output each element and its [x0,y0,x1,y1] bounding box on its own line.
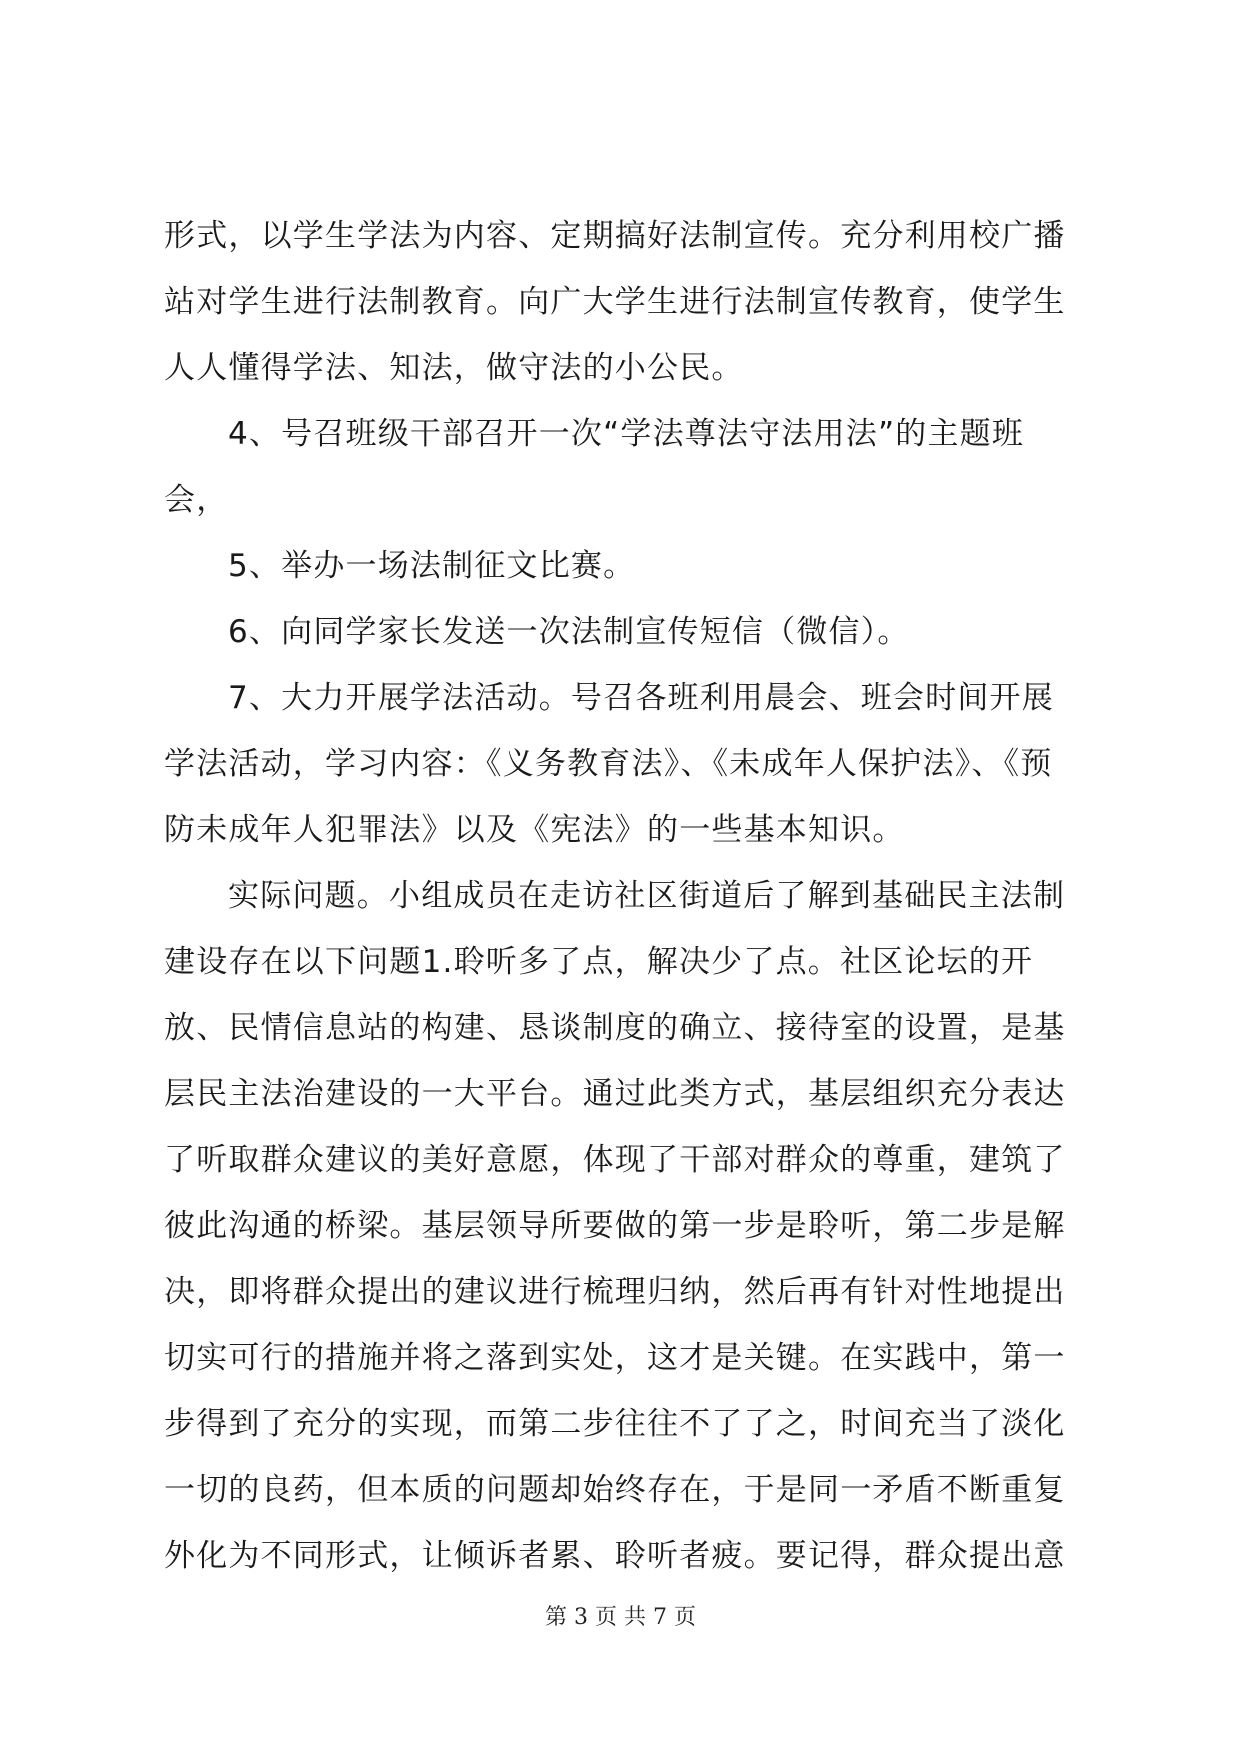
text-line: 会， [164,482,229,518]
body-text [164,203,1080,1589]
text-line: 了听取群众建议的美好意愿，体现了干部对群众的尊重，建筑了 [164,1142,1066,1178]
text-line: 4、号召班级干部召开一次“学法尊法守法用法”的主题班 [228,416,1025,452]
text-line: 外化为不同形式，让倾诉者累、聆听者疲。要记得，群众提出意 [164,1538,1066,1574]
text-line: 7、大力开展学法活动。号召各班利用晨会、班会时间开展 [228,680,1054,716]
text-line: 彼此沟通的桥梁。基层领导所要做的第一步是聆听，第二步是解 [164,1208,1066,1244]
text-line: 站对学生进行法制教育。向广大学生进行法制宣传教育，使学生 [164,284,1066,320]
text-line: 实际问题。小组成员在走访社区街道后了解到基础民主法制 [228,878,1066,914]
page-number-footer: 第 3 页 共 7 页 [545,1605,696,1630]
text-line: 形式，以学生学法为内容、定期搞好法制宣传。充分利用校广播 [164,218,1066,254]
text-line: 人人懂得学法、知法，做守法的小公民。 [164,350,744,386]
text-line: 层民主法治建设的一大平台。通过此类方式，基层组织充分表达 [164,1076,1066,1112]
text-line: 一切的良药，但本质的问题却始终存在，于是同一矛盾不断重复 [164,1472,1066,1508]
text-line: 防未成年人犯罪法》以及《宪法》的一些基本知识。 [164,812,905,848]
text-line: 学法活动，学习内容：《义务教育法》、《未成年人保护法》、《预 [164,746,1053,782]
text-line: 放、民情信息站的构建、恳谈制度的确立、接待室的设置，是基 [164,1010,1066,1046]
text-line: 6、向同学家长发送一次法制宣传短信（微信）。 [228,614,910,650]
text-line: 切实可行的措施并将之落到实处，这才是关键。在实践中，第一 [164,1340,1066,1376]
text-line: 5、举办一场法制征文比赛。 [228,548,636,584]
text-line: 决，即将群众提出的建议进行梳理归纳，然后再有针对性地提出 [164,1274,1066,1310]
text-line: 建设存在以下问题1.聆听多了点，解决少了点。社区论坛的开 [164,944,1034,980]
text-line: 步得到了充分的实现，而第二步往往不了了之，时间充当了淡化 [164,1406,1066,1442]
